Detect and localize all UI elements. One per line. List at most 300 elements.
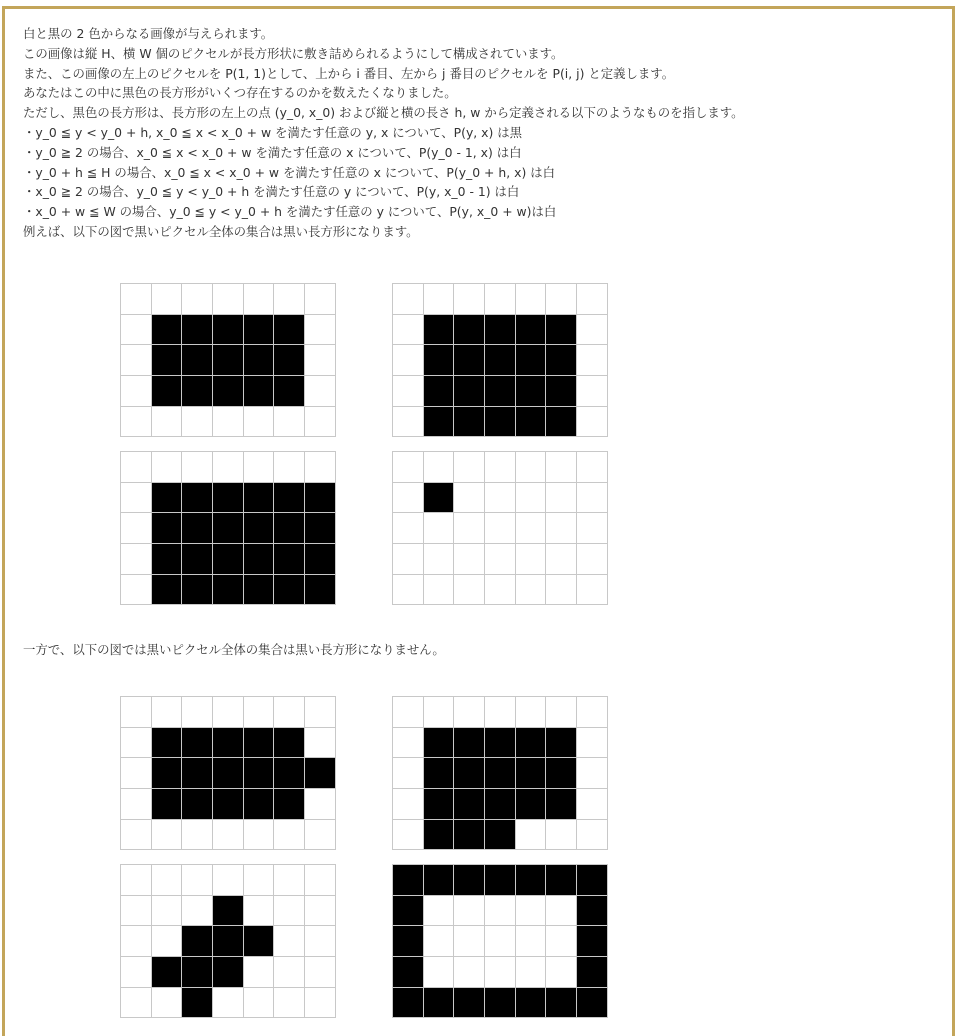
- white-pixel: [182, 407, 212, 437]
- white-pixel: [577, 544, 607, 574]
- black-pixel: [274, 376, 304, 406]
- white-pixel: [121, 483, 151, 513]
- example-grid-negative-1: [120, 696, 336, 850]
- white-pixel: [274, 284, 304, 314]
- white-pixel: [121, 407, 151, 437]
- white-pixel: [121, 926, 151, 956]
- white-pixel: [305, 865, 335, 895]
- white-pixel: [393, 407, 423, 437]
- example-grid-positive-1: [120, 283, 336, 437]
- white-pixel: [485, 544, 515, 574]
- black-pixel: [546, 865, 576, 895]
- white-pixel: [152, 820, 182, 850]
- white-pixel: [454, 896, 484, 926]
- black-pixel: [274, 789, 304, 819]
- black-pixel: [152, 544, 182, 574]
- black-pixel: [182, 789, 212, 819]
- example-grid-negative-4: [392, 864, 608, 1018]
- black-pixel: [244, 575, 274, 605]
- white-pixel: [121, 697, 151, 727]
- intro-line: また、この画像の左上のピクセルを P(1, 1)として、上から i 番目、左から j 番目のピクセルを P(i, j) と定義します。: [23, 65, 675, 81]
- white-pixel: [546, 483, 576, 513]
- white-pixel: [393, 575, 423, 605]
- black-pixel: [546, 988, 576, 1018]
- white-pixel: [393, 789, 423, 819]
- white-pixel: [424, 896, 454, 926]
- black-pixel: [485, 789, 515, 819]
- black-pixel: [546, 758, 576, 788]
- white-pixel: [546, 820, 576, 850]
- white-pixel: [121, 513, 151, 543]
- black-pixel: [516, 407, 546, 437]
- white-pixel: [577, 284, 607, 314]
- white-pixel: [274, 452, 304, 482]
- black-pixel: [305, 483, 335, 513]
- white-pixel: [546, 926, 576, 956]
- example-grid-positive-3: [120, 451, 336, 605]
- positive-example-caption: 例えば、以下の図で黒いピクセル全体の集合は黒い長方形になります。: [23, 223, 419, 239]
- white-pixel: [546, 575, 576, 605]
- white-pixel: [393, 483, 423, 513]
- black-pixel: [182, 988, 212, 1018]
- black-pixel: [152, 728, 182, 758]
- white-pixel: [516, 284, 546, 314]
- black-pixel: [274, 758, 304, 788]
- black-pixel: [516, 865, 546, 895]
- black-pixel: [577, 926, 607, 956]
- example-grid-negative-2: [392, 696, 608, 850]
- white-pixel: [393, 452, 423, 482]
- white-pixel: [152, 697, 182, 727]
- black-pixel: [152, 789, 182, 819]
- black-pixel: [577, 988, 607, 1018]
- black-pixel: [244, 513, 274, 543]
- example-grid-positive-4: [392, 451, 608, 605]
- white-pixel: [305, 957, 335, 987]
- white-pixel: [393, 697, 423, 727]
- white-pixel: [182, 452, 212, 482]
- intro-line: あなたはこの中に黒色の長方形がいくつ存在するのかを数えたくなりました。: [23, 85, 457, 101]
- black-pixel: [393, 896, 423, 926]
- black-pixel: [454, 728, 484, 758]
- white-pixel: [393, 376, 423, 406]
- black-pixel: [213, 957, 243, 987]
- black-pixel: [274, 345, 304, 375]
- white-pixel: [393, 758, 423, 788]
- white-pixel: [424, 513, 454, 543]
- white-pixel: [213, 697, 243, 727]
- white-pixel: [305, 820, 335, 850]
- white-pixel: [152, 865, 182, 895]
- black-pixel: [546, 376, 576, 406]
- black-pixel: [213, 926, 243, 956]
- white-pixel: [305, 789, 335, 819]
- white-pixel: [577, 728, 607, 758]
- white-pixel: [121, 345, 151, 375]
- black-pixel: [424, 728, 454, 758]
- white-pixel: [121, 376, 151, 406]
- black-pixel: [546, 728, 576, 758]
- black-pixel: [274, 544, 304, 574]
- white-pixel: [182, 284, 212, 314]
- black-pixel: [213, 544, 243, 574]
- white-pixel: [485, 284, 515, 314]
- white-pixel: [121, 957, 151, 987]
- black-pixel: [182, 544, 212, 574]
- black-pixel: [454, 407, 484, 437]
- black-pixel: [213, 483, 243, 513]
- white-pixel: [454, 957, 484, 987]
- condition-line: ・x_0 ≧ 2 の場合、y_0 ≦ y < y_0 + h を満たす任意の y について、P(y, x_0 - 1) は白: [23, 184, 520, 200]
- black-pixel: [577, 896, 607, 926]
- black-pixel: [424, 345, 454, 375]
- black-pixel: [454, 820, 484, 850]
- black-pixel: [305, 544, 335, 574]
- white-pixel: [121, 865, 151, 895]
- white-pixel: [454, 697, 484, 727]
- intro-line: 白と黒の 2 色からなる画像が与えられます。: [23, 26, 274, 41]
- black-pixel: [546, 345, 576, 375]
- white-pixel: [454, 452, 484, 482]
- white-pixel: [516, 957, 546, 987]
- black-pixel: [244, 926, 274, 956]
- intro-text: [23, 24, 923, 242]
- black-pixel: [182, 345, 212, 375]
- white-pixel: [577, 452, 607, 482]
- white-pixel: [424, 284, 454, 314]
- white-pixel: [393, 544, 423, 574]
- white-pixel: [152, 284, 182, 314]
- white-pixel: [182, 865, 212, 895]
- black-pixel: [213, 575, 243, 605]
- black-pixel: [546, 789, 576, 819]
- black-pixel: [244, 789, 274, 819]
- black-pixel: [485, 865, 515, 895]
- black-pixel: [424, 315, 454, 345]
- white-pixel: [485, 957, 515, 987]
- black-pixel: [424, 988, 454, 1018]
- white-pixel: [244, 284, 274, 314]
- black-pixel: [244, 315, 274, 345]
- white-pixel: [393, 345, 423, 375]
- black-pixel: [274, 315, 304, 345]
- white-pixel: [485, 896, 515, 926]
- white-pixel: [305, 728, 335, 758]
- white-pixel: [516, 483, 546, 513]
- white-pixel: [577, 697, 607, 727]
- white-pixel: [424, 957, 454, 987]
- example-grid-positive-2: [392, 283, 608, 437]
- black-pixel: [244, 544, 274, 574]
- white-pixel: [274, 865, 304, 895]
- white-pixel: [305, 988, 335, 1018]
- black-pixel: [516, 376, 546, 406]
- black-pixel: [213, 896, 243, 926]
- white-pixel: [454, 575, 484, 605]
- black-pixel: [244, 483, 274, 513]
- black-pixel: [424, 483, 454, 513]
- white-pixel: [577, 575, 607, 605]
- black-pixel: [182, 758, 212, 788]
- black-pixel: [213, 345, 243, 375]
- white-pixel: [577, 345, 607, 375]
- black-pixel: [393, 988, 423, 1018]
- condition-line: ・y_0 ≦ y < y_0 + h, x_0 ≦ x < x_0 + w を満たす任意の y, x について、P(y, x) は黒: [23, 124, 523, 140]
- white-pixel: [305, 345, 335, 375]
- intro-line: この画像は縦 H、横 W 個のピクセルが長方形状に敷き詰められるようにして構成されています。: [23, 45, 564, 61]
- black-pixel: [213, 728, 243, 758]
- black-pixel: [454, 376, 484, 406]
- black-pixel: [546, 407, 576, 437]
- white-pixel: [152, 896, 182, 926]
- white-pixel: [152, 988, 182, 1018]
- white-pixel: [152, 926, 182, 956]
- black-pixel: [424, 865, 454, 895]
- white-pixel: [485, 575, 515, 605]
- black-pixel: [152, 957, 182, 987]
- black-pixel: [152, 758, 182, 788]
- white-pixel: [121, 728, 151, 758]
- white-pixel: [485, 697, 515, 727]
- intro-line: ただし、黒色の長方形は、長方形の左上の点 (y_0, x_0) および縦と横の長さ h, w から定義される以下のようなものを指します。: [23, 105, 744, 121]
- black-pixel: [274, 728, 304, 758]
- black-pixel: [454, 758, 484, 788]
- white-pixel: [274, 820, 304, 850]
- black-pixel: [182, 926, 212, 956]
- black-pixel: [182, 575, 212, 605]
- white-pixel: [121, 544, 151, 574]
- white-pixel: [577, 376, 607, 406]
- black-pixel: [244, 758, 274, 788]
- white-pixel: [577, 407, 607, 437]
- black-pixel: [516, 728, 546, 758]
- white-pixel: [424, 575, 454, 605]
- white-pixel: [424, 452, 454, 482]
- black-pixel: [454, 345, 484, 375]
- white-pixel: [577, 315, 607, 345]
- black-pixel: [213, 789, 243, 819]
- white-pixel: [213, 820, 243, 850]
- black-pixel: [485, 376, 515, 406]
- black-pixel: [305, 758, 335, 788]
- white-pixel: [454, 544, 484, 574]
- condition-line: ・y_0 + h ≦ H の場合、x_0 ≦ x < x_0 + w を満たす任意の x について、P(y_0 + h, x) は白: [23, 164, 555, 180]
- white-pixel: [577, 513, 607, 543]
- black-pixel: [152, 376, 182, 406]
- white-pixel: [121, 284, 151, 314]
- black-pixel: [244, 728, 274, 758]
- black-pixel: [424, 758, 454, 788]
- black-pixel: [274, 575, 304, 605]
- white-pixel: [393, 284, 423, 314]
- white-pixel: [454, 513, 484, 543]
- condition-line: ・y_0 ≧ 2 の場合、x_0 ≦ x < x_0 + w を満たす任意の x について、P(y_0 - 1, x) は白: [23, 144, 522, 160]
- white-pixel: [244, 957, 274, 987]
- white-pixel: [121, 820, 151, 850]
- white-pixel: [305, 376, 335, 406]
- white-pixel: [577, 820, 607, 850]
- black-pixel: [182, 483, 212, 513]
- white-pixel: [274, 697, 304, 727]
- black-pixel: [454, 315, 484, 345]
- white-pixel: [424, 544, 454, 574]
- white-pixel: [305, 896, 335, 926]
- white-pixel: [305, 452, 335, 482]
- black-pixel: [424, 789, 454, 819]
- black-pixel: [152, 513, 182, 543]
- white-pixel: [577, 789, 607, 819]
- white-pixel: [424, 697, 454, 727]
- white-pixel: [516, 896, 546, 926]
- white-pixel: [516, 820, 546, 850]
- white-pixel: [274, 896, 304, 926]
- black-pixel: [424, 376, 454, 406]
- white-pixel: [546, 896, 576, 926]
- white-pixel: [121, 575, 151, 605]
- white-pixel: [121, 789, 151, 819]
- white-pixel: [516, 697, 546, 727]
- white-pixel: [244, 820, 274, 850]
- white-pixel: [305, 926, 335, 956]
- white-pixel: [454, 483, 484, 513]
- condition-line: ・x_0 + w ≦ W の場合、y_0 ≦ y < y_0 + h を満たす任意の y について、P(y, x_0 + w)は白: [23, 204, 557, 220]
- black-pixel: [485, 758, 515, 788]
- black-pixel: [516, 758, 546, 788]
- black-pixel: [485, 988, 515, 1018]
- white-pixel: [182, 896, 212, 926]
- white-pixel: [546, 697, 576, 727]
- white-pixel: [213, 452, 243, 482]
- white-pixel: [305, 697, 335, 727]
- white-pixel: [393, 728, 423, 758]
- black-pixel: [485, 407, 515, 437]
- black-pixel: [546, 315, 576, 345]
- white-pixel: [546, 544, 576, 574]
- negative-example-caption: 一方で、以下の図では黒いピクセル全体の集合は黒い長方形になりません。: [23, 642, 445, 657]
- black-pixel: [152, 315, 182, 345]
- white-pixel: [244, 407, 274, 437]
- white-pixel: [244, 697, 274, 727]
- black-pixel: [152, 345, 182, 375]
- white-pixel: [424, 926, 454, 956]
- white-pixel: [516, 926, 546, 956]
- white-pixel: [393, 315, 423, 345]
- white-pixel: [393, 513, 423, 543]
- white-pixel: [244, 896, 274, 926]
- black-pixel: [516, 345, 546, 375]
- white-pixel: [546, 957, 576, 987]
- white-pixel: [454, 926, 484, 956]
- white-pixel: [213, 988, 243, 1018]
- white-pixel: [516, 544, 546, 574]
- white-pixel: [546, 284, 576, 314]
- white-pixel: [244, 865, 274, 895]
- white-pixel: [274, 957, 304, 987]
- white-pixel: [213, 865, 243, 895]
- white-pixel: [485, 452, 515, 482]
- white-pixel: [213, 407, 243, 437]
- white-pixel: [546, 513, 576, 543]
- black-pixel: [485, 820, 515, 850]
- black-pixel: [516, 789, 546, 819]
- black-pixel: [213, 376, 243, 406]
- white-pixel: [274, 988, 304, 1018]
- black-pixel: [182, 728, 212, 758]
- black-pixel: [485, 345, 515, 375]
- white-pixel: [213, 284, 243, 314]
- black-pixel: [424, 407, 454, 437]
- white-pixel: [546, 452, 576, 482]
- white-pixel: [305, 315, 335, 345]
- black-pixel: [244, 376, 274, 406]
- white-pixel: [182, 820, 212, 850]
- white-pixel: [516, 513, 546, 543]
- black-pixel: [393, 865, 423, 895]
- black-pixel: [454, 789, 484, 819]
- white-pixel: [393, 820, 423, 850]
- black-pixel: [182, 957, 212, 987]
- black-pixel: [393, 957, 423, 987]
- black-pixel: [577, 865, 607, 895]
- white-pixel: [121, 315, 151, 345]
- black-pixel: [213, 758, 243, 788]
- white-pixel: [121, 452, 151, 482]
- white-pixel: [305, 407, 335, 437]
- white-pixel: [152, 407, 182, 437]
- white-pixel: [121, 758, 151, 788]
- white-pixel: [454, 284, 484, 314]
- example-grid-negative-3: [120, 864, 336, 1018]
- white-pixel: [121, 896, 151, 926]
- white-pixel: [516, 452, 546, 482]
- white-pixel: [485, 926, 515, 956]
- white-pixel: [577, 758, 607, 788]
- white-pixel: [577, 483, 607, 513]
- black-pixel: [454, 988, 484, 1018]
- black-pixel: [305, 513, 335, 543]
- white-pixel: [121, 988, 151, 1018]
- black-pixel: [182, 315, 212, 345]
- black-pixel: [244, 345, 274, 375]
- black-pixel: [182, 513, 212, 543]
- black-pixel: [516, 988, 546, 1018]
- black-pixel: [454, 865, 484, 895]
- black-pixel: [152, 575, 182, 605]
- black-pixel: [424, 820, 454, 850]
- white-pixel: [274, 926, 304, 956]
- black-pixel: [393, 926, 423, 956]
- white-pixel: [485, 513, 515, 543]
- white-pixel: [152, 452, 182, 482]
- white-pixel: [485, 483, 515, 513]
- black-pixel: [182, 376, 212, 406]
- black-pixel: [213, 513, 243, 543]
- white-pixel: [305, 284, 335, 314]
- black-pixel: [516, 315, 546, 345]
- white-pixel: [182, 697, 212, 727]
- white-pixel: [244, 452, 274, 482]
- white-pixel: [274, 407, 304, 437]
- black-pixel: [485, 315, 515, 345]
- black-pixel: [213, 315, 243, 345]
- black-pixel: [274, 483, 304, 513]
- white-pixel: [516, 575, 546, 605]
- black-pixel: [577, 957, 607, 987]
- black-pixel: [485, 728, 515, 758]
- black-pixel: [274, 513, 304, 543]
- black-pixel: [152, 483, 182, 513]
- white-pixel: [244, 988, 274, 1018]
